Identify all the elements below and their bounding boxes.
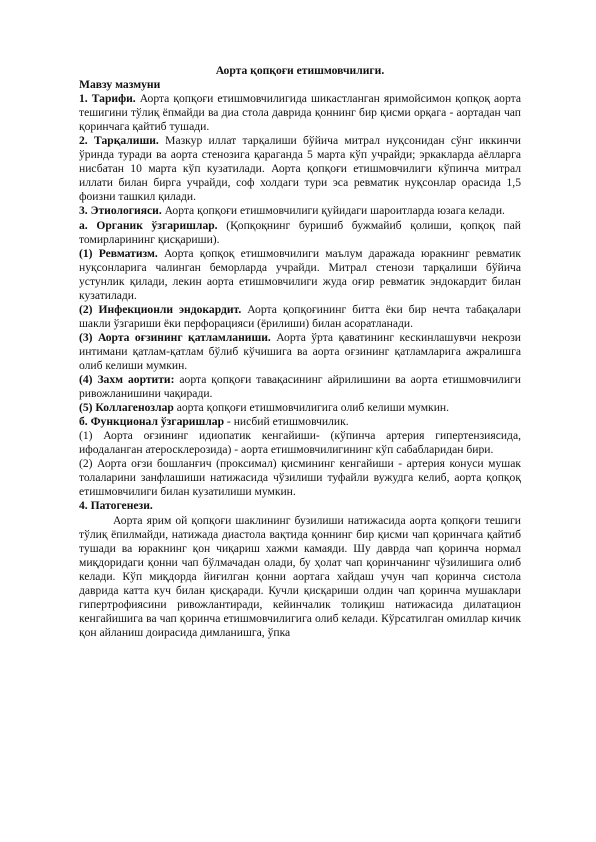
section-heading: (3) Аорта оғзининг қатламланиши.: [79, 330, 271, 344]
section-text: Аорта қопқоғи етишмовчилигида шикастланган яримойсимон қопқоқ аорта тешигини тўлиқ ёпмайди ва диа стола даврида қоннинг бир қисми орқага - аортадан чап қоринчага қайтиб тушади.: [79, 92, 521, 134]
section-syphilitic-aortitis: [79, 373, 521, 401]
section-text: Аорта ўрта қаватининг кескинлашувчи некрози интимани қатлам-қатлам бўлиб кўчишига ва аорта оғзининг қатламларига ажралишга олиб келиши мумкин.: [79, 330, 521, 372]
document-page: [79, 64, 521, 640]
section-heading: 4. Патогенези.: [79, 499, 153, 513]
section-heading: 1. Тарифи.: [79, 92, 136, 106]
section-proximal-dilation: [79, 457, 521, 499]
section-heading: 3. Этиологияси.: [79, 204, 162, 218]
section-infective-endocarditis: [79, 303, 521, 331]
section-heading: 2. Тарқалиши.: [79, 134, 159, 148]
content-heading: Мавзу мазмуни: [79, 78, 161, 92]
section-text: аорта қопқоғи тавақасининг айрилишини ва аорта етишмовчилиги ривожланишини чақиради.: [79, 373, 521, 401]
section-collagenoses: [79, 401, 521, 415]
section-organic-changes: [79, 219, 521, 247]
section-functional-changes: [79, 415, 521, 429]
section-heading: (2) Инфекционли эндокардит.: [79, 302, 242, 316]
section-definition: [79, 92, 521, 134]
section-text: (Қопқоқнинг буришиб бужмайиб қолиши, қопқоқ пай томирларининг қисқариши).: [79, 218, 521, 246]
section-text: (2) Аорта оғзи бошланғич (проксимал) қисмининг кенгайиши - артерия конуси мушак толаларини занфлашиши натижасида чўзилиши туфайли вужудга келиб, аорта қопқоқ етишмовчилиги билан кузатилиши мумкин.: [79, 457, 521, 499]
section-aortic-dissection: [79, 331, 521, 373]
section-text: - нисбий етишмовчилик.: [224, 415, 349, 429]
pathogenesis-paragraph: Аорта ярим ой қопқоғи шаклининг бузилиши натижасида аорта қопқоғи тешиги тўлиқ ёпилмайди, натижада диастола вақтида қоннинг бир қисми чап қоринчага қайтиб тушади ва юракнинг қон чиқариш хажми камаяди. Шу даврда чап қоринча нормал миқдоридаги қонни чап бўлмачадан олади, бу ҳолат чап қоринчанинг чўзилишига олиб келади. Кўп миқдорда йиғилган қонни аортага хайдаш учун чап қоринча систола даврида катта куч билан қисқаради. Кучли қисқариши олдин чап қоринча мушаклари гипертрофиясини ривожлантиради, кейинчалик толиқиш натижасида дилатацион кенгайишига ва чап қоринча етишмовчилигига олиб келади. Кўрсатилган омиллар кичик қон айланиш доирасида димланишга, ўпка: [79, 513, 521, 639]
section-text: Аорта қопқоғининг битта ёки бир нечта табақалари шакли ўзгариши ёки перфорацияси (ёрилиши) билан асоратланади.: [79, 302, 522, 330]
section-text: Мазкур иллат тарқалиши бўйича митрал нуқсонидан сўнг иккинчи ўринда туради ва аорта стенозига қараганда 5 марта кўп учрайди; эркакларда аёлларга нисбатан 10 марта кўп кузатилади. Аорта қопқоғи етишмовчилиги кўпинча митрал иллати билан бирга учрайди, соф холдаги тури эса ревматик нуқсонлар орасида 1,5 фоизни ташкил қилади.: [79, 134, 521, 204]
section-prevalence: [79, 134, 521, 204]
section-heading: а. Органик ўзгаришлар.: [79, 218, 218, 232]
section-heading: (5) Коллагенозлар: [79, 401, 174, 415]
document-title: Аорта қопқоғи етишмовчилиги.: [215, 64, 385, 77]
section-text: (1) Аорта оғзининг идиопатик кенгайиши- (кўпинча артерия гипертензиясида, ифодаланган атеросклерозида) - аорта етишмовчилигининг кўп сабабларидан бири.: [79, 429, 521, 457]
section-heading: б. Функционал ўзгаришлар: [79, 415, 225, 429]
section-pathogenesis-heading: [79, 499, 521, 513]
section-text: Аорта қопқоғи етишмовчилиги қуйидаги шароитларда юзага келади.: [161, 204, 505, 218]
section-rheumatism: [79, 247, 521, 303]
section-text: Аорта қопқоқ етишмовчилиги маълум даражада юракнинг ревматик нуқсонларига чалинган беморларда учрайди. Митрал стенози тарқалиши бўйича устунлик қилади, лекин аорта етишмовчилиги жуда оғир ревматик эндокардит билан кузатилади.: [79, 246, 521, 302]
section-heading: (1) Ревматизм.: [79, 246, 158, 260]
section-text: аорта қопқоғи етишмовчилигига олиб келиши мумкин.: [173, 401, 449, 415]
section-idiopathic-dilation: [79, 429, 521, 457]
section-etiology: [79, 204, 521, 218]
section-heading: (4) Захм аортити:: [79, 373, 175, 387]
